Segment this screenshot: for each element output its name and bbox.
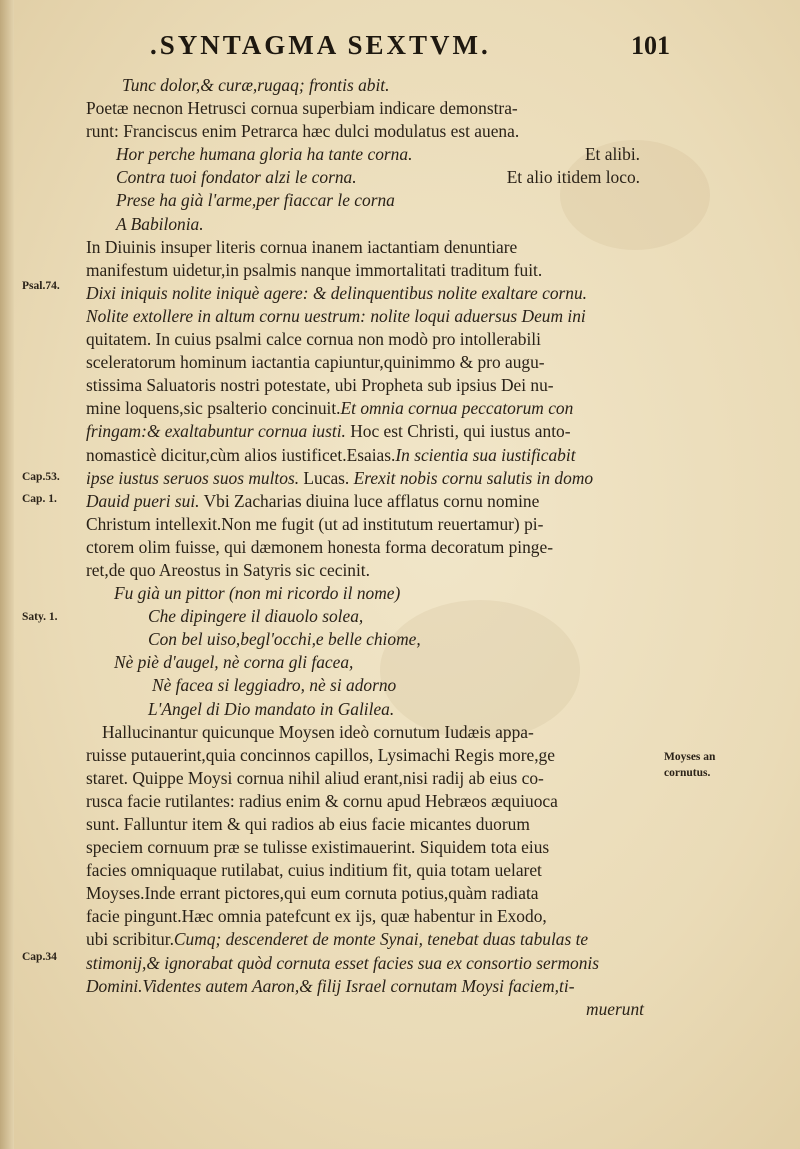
text-line: ctorem olim fuisse, qui dæmonem honesta forma decoratum pinge- bbox=[86, 536, 554, 557]
text-line: Dixi iniquis nolite iniquè agere: & delinquentibus nolite exaltare cornu. bbox=[86, 282, 588, 303]
text-line: Nè piè d'augel, nè corna gli facea, bbox=[114, 652, 354, 673]
text-line: facies omniquaque rutilabat, cuius inditium fit, quia totam uelaret bbox=[86, 860, 542, 881]
text-line: ubi scribitur.Cumq; descenderet de monte Synai, tenebat duas tabulas te bbox=[86, 929, 589, 950]
text-line: ret,de quo Areostus in Satyris sic cecinit. bbox=[86, 559, 370, 580]
text-line: Contra tuoi fondator alzi le corna. Et alio itidem loco. bbox=[116, 167, 640, 188]
text-line: mine loquens,sic psalterio concinuit.Et omnia cornua peccatorum con bbox=[86, 398, 574, 419]
text-line: Che dipingere il diauolo solea, bbox=[148, 606, 364, 627]
text-line: Christum intellexit.Non me fugit (ut ad institutum reuertamur) pi- bbox=[86, 513, 544, 534]
text-line: Nolite extollere in altum cornu uestrum: nolite loqui aduersus Deum ini bbox=[86, 305, 586, 326]
margin-note-cap1: Cap. 1. bbox=[22, 493, 57, 505]
margin-note-psalm: Psal.74. bbox=[22, 280, 60, 292]
text-line: ruisse putauerint,quia concinnos capillos, Lysimachi Regis more,ge bbox=[86, 744, 555, 765]
text-line: Dauid pueri sui. Vbi Zacharias diuina luce afflatus cornu nomine bbox=[86, 490, 540, 511]
text-line: ipse iustus seruos suos multos. Lucas. Erexit nobis cornu salutis in domo bbox=[86, 467, 594, 488]
margin-note-cap34: Cap.34 bbox=[22, 951, 57, 963]
text-line: Hallucinantur quicunque Moysen ideò cornutum Iudæis appa- bbox=[102, 721, 534, 742]
text-line: fringam:& exaltabuntur cornua iusti. Hoc est Christi, qui iustus anto- bbox=[86, 421, 571, 442]
text-line: Con bel uiso,begl'occhi,e belle chiome, bbox=[148, 629, 421, 650]
text-line: L'Angel di Dio mandato in Galilea. bbox=[148, 698, 395, 719]
text-line: stimonij,& ignorabat quòd cornuta esset facies sua ex consortio sermonis bbox=[86, 952, 599, 973]
text-line: runt: Franciscus enim Petrarca hæc dulci modulatus est auena. bbox=[86, 121, 520, 142]
margin-note-sat1: Saty. 1. bbox=[22, 611, 58, 623]
margin-note-cap53: Cap.53. bbox=[22, 471, 60, 483]
catchword: muerunt bbox=[586, 998, 644, 1019]
text-line: speciem cornuum præ se tulisse existimauerint. Siquidem tota eius bbox=[86, 837, 550, 858]
text-line: Fu già un pittor (non mi ricordo il nome) bbox=[114, 583, 401, 604]
page-number: 101 bbox=[631, 31, 670, 60]
text-line: In Diuinis insuper literis cornua inanem iactantiam denuntiare bbox=[86, 236, 518, 257]
running-header bbox=[150, 30, 670, 68]
text-line: nomasticè dicitur,cùm alios iustificet.Esaias.In scientia sua iustificabit bbox=[86, 444, 576, 465]
text-line: stissima Saluatoris nostri potestate, ubi Propheta sub ipsius Dei nu- bbox=[86, 375, 554, 396]
margin-note-cornutus: cornutus. bbox=[664, 767, 711, 779]
text-line: Nè facea si leggiadro, nè si adorno bbox=[152, 675, 397, 696]
text-line: Prese ha già l'arme,per fiaccar le corna bbox=[116, 190, 395, 211]
margin-note-moyses: Moyses an bbox=[664, 751, 716, 763]
running-title: .SYNTAGMA SEXTVM. bbox=[150, 30, 491, 60]
text-line: manifestum uidetur,in psalmis nanque immortalitati traditum fuit. bbox=[86, 259, 543, 280]
text-line: Domini.Videntes autem Aaron,& filij Israel cornutam Moysi faciem,ti- bbox=[86, 975, 575, 996]
text-line: rusca facie rutilantes: radius enim & cornu apud Hebræos æquiuoca bbox=[86, 790, 558, 811]
text-line: staret. Quippe Moysi cornua nihil aliud erant,nisi radij ab eius co- bbox=[86, 767, 544, 788]
text-line: Poetæ necnon Hetrusci cornua superbiam indicare demonstra- bbox=[86, 98, 518, 119]
text-line: quitatem. In cuius psalmi calce cornua non modò pro intollerabili bbox=[86, 329, 541, 350]
text-body bbox=[86, 74, 654, 1021]
text-line: Hor perche humana gloria ha tante corna. Et alibi. bbox=[116, 144, 640, 165]
text-line: sceleratorum hominum iactantia capiuntur,quinimmo & pro augu- bbox=[86, 352, 545, 373]
text-line: sunt. Falluntur item & qui radios ab eius facie micantes duorum bbox=[86, 814, 530, 834]
text-line: Tunc dolor,& curæ,rugaq; frontis abit. bbox=[122, 75, 390, 95]
text-line: facie pingunt.Hæc omnia patefcunt ex ijs, quæ habentur in Exodo, bbox=[86, 906, 547, 927]
page-gutter bbox=[0, 0, 14, 1149]
text-line: A Babilonia. bbox=[116, 213, 204, 234]
text-line: Moyses.Inde errant pictores,qui eum cornuta potius,quàm radiata bbox=[86, 883, 539, 904]
